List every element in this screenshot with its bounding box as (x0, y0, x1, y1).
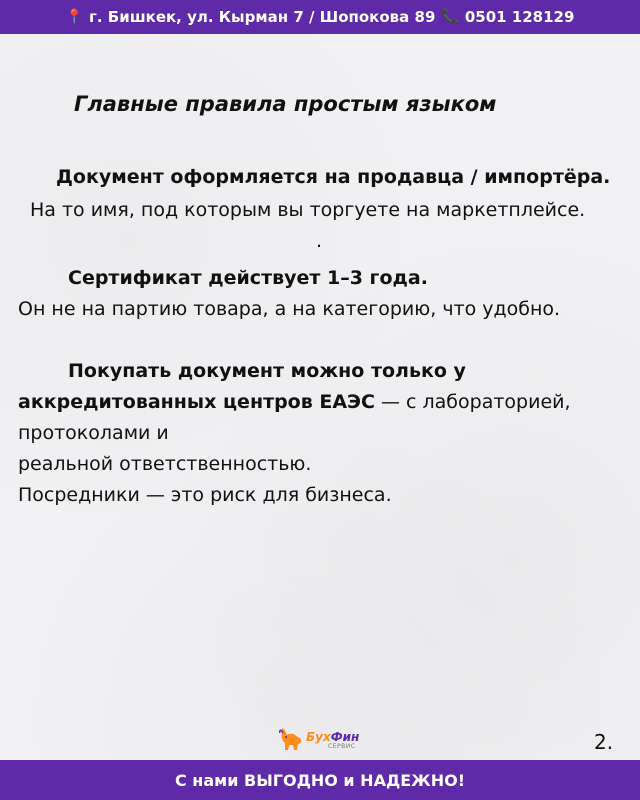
footer-banner (0, 760, 640, 800)
rule-3-line-2: реальной ответственностью. (18, 453, 312, 475)
rule-1-line-2: . (316, 230, 323, 252)
rule-3-heading-line-1: Покупать документ можно только у (68, 360, 466, 382)
goat-mascot-icon (278, 726, 304, 754)
company-logo (278, 725, 374, 755)
address-text: г. Бишкек, ул. Кырман 7 / Шопокова 89 (89, 8, 436, 26)
contact-header (0, 0, 640, 34)
location-pin-icon: 📍 (65, 9, 84, 25)
rule-1-line-1: На то имя, под которым вы торгуете на маркетплейсе. (30, 199, 586, 221)
rule-3-line-1: протоколами и (18, 422, 169, 444)
phone-number: 0501 128129 (464, 8, 575, 26)
rule-3-line-3: Посредники — это риск для бизнеса. (18, 484, 392, 506)
logo-subtitle: СЕРВИС (328, 742, 356, 750)
rule-2-line-1: Он не на партию товара, а на категорию, что удобно. (18, 298, 561, 320)
page-number: 2. (594, 730, 614, 754)
phone-icon: 📞 (441, 9, 459, 25)
logo-brand-text: БухФин (306, 729, 360, 744)
rule-2-heading: Сертификат действует 1–3 года. (68, 267, 428, 289)
rule-3-rest-part: — с лабораторией, (374, 391, 571, 413)
footer-slogan: С нами ВЫГОДНО и НАДЕЖНО! (174, 770, 465, 790)
page-title: Главные правила простым языком (74, 92, 497, 116)
rule-3-bold-part: аккредитованных центров ЕАЭС (18, 391, 375, 413)
rule-1-heading: Документ оформляется на продавца / импортёра. (56, 166, 611, 188)
rule-3-heading-line-2 (18, 389, 571, 415)
